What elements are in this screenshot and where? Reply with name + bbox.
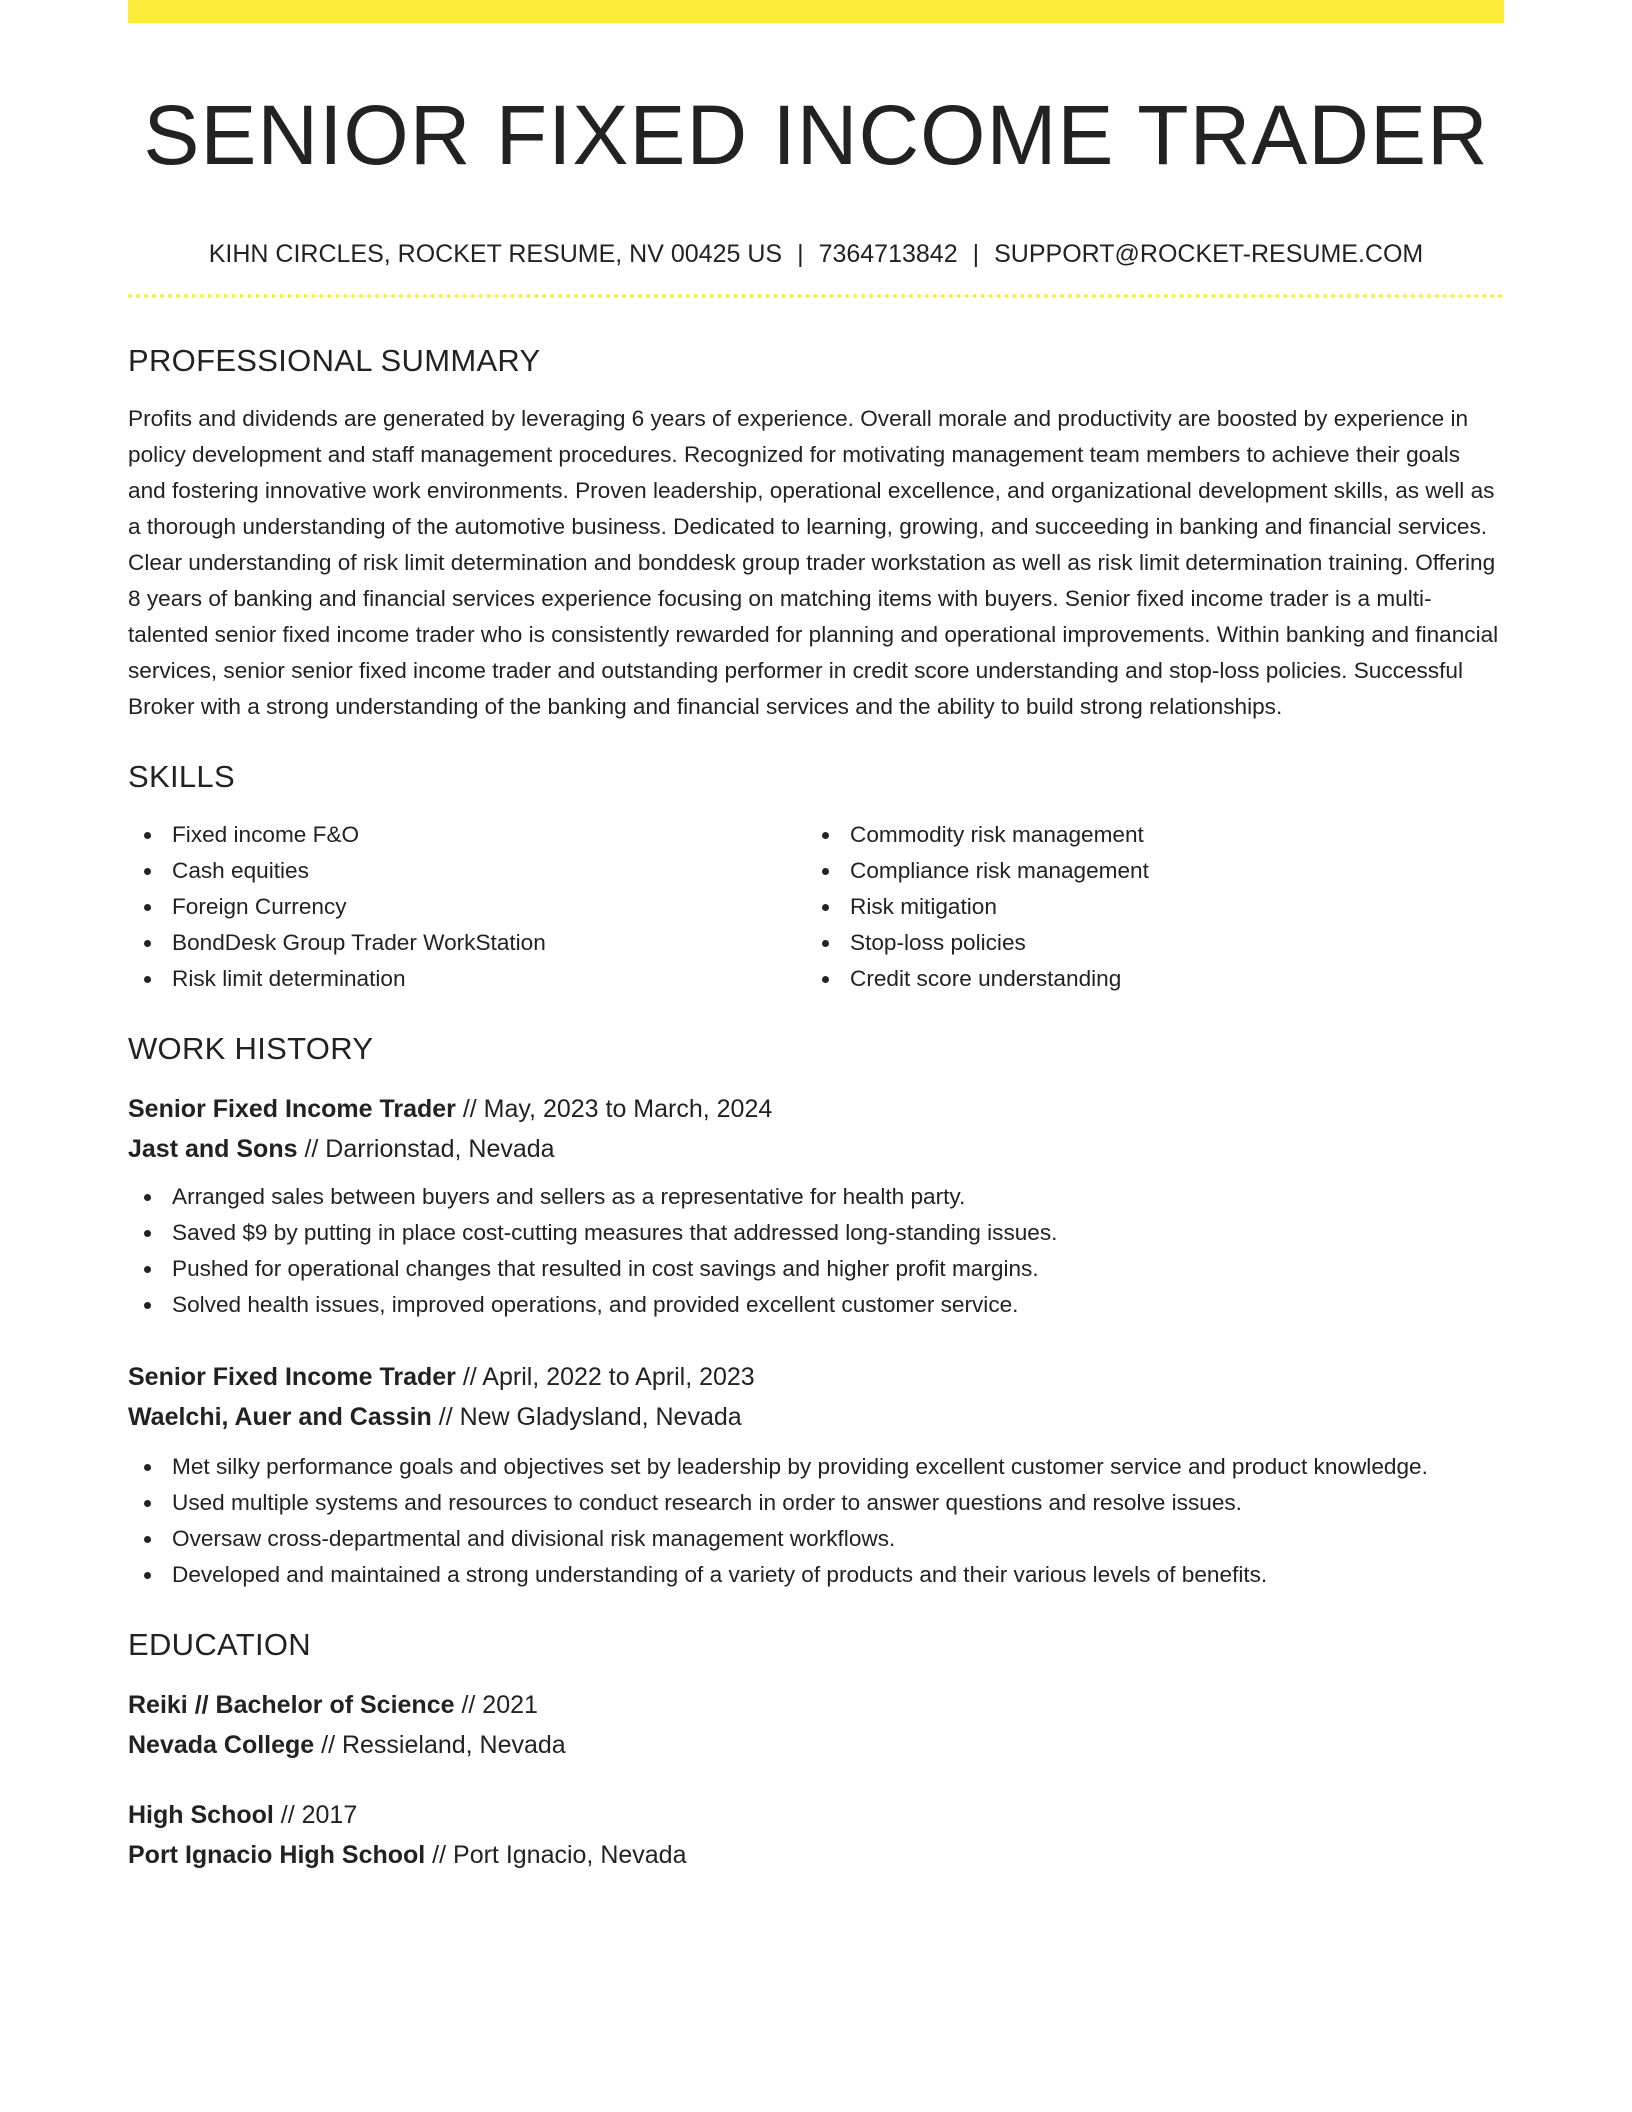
job-bullet: Developed and maintained a strong understanding of a variety of products and their various levels of benefits.	[128, 1557, 1504, 1593]
job-bullet: Arranged sales between buyers and sellers as a representative for health party.	[128, 1179, 1504, 1215]
skill-item: Compliance risk management	[806, 853, 1484, 889]
job-company-line	[128, 1397, 1504, 1437]
education-degree: High School	[128, 1801, 274, 1829]
job-dates: // April, 2022 to April, 2023	[455, 1363, 755, 1391]
education-year: // 2021	[454, 1691, 538, 1719]
job-entry	[128, 1089, 1504, 1323]
job-bullet: Met silky performance goals and objectives set by leadership by providing excellent customer service and product knowledge.	[128, 1449, 1504, 1485]
skill-item: Fixed income F&O	[128, 817, 806, 853]
education-degree: Reiki // Bachelor of Science	[128, 1691, 455, 1719]
summary-heading: PROFESSIONAL SUMMARY	[128, 343, 541, 378]
skills-right-column	[806, 817, 1484, 997]
job-company-line	[128, 1129, 1504, 1169]
contact-separator: |	[972, 240, 980, 268]
job-title-line	[128, 1357, 1504, 1397]
education-location: // Ressieland, Nevada	[314, 1731, 566, 1759]
job-location: // New Gladysland, Nevada	[431, 1403, 742, 1431]
contact-line	[128, 239, 1504, 269]
job-role: Senior Fixed Income Trader	[128, 1363, 456, 1391]
job-role: Senior Fixed Income Trader	[128, 1095, 456, 1123]
job-entry	[128, 1357, 1504, 1593]
job-company: Jast and Sons	[128, 1135, 298, 1163]
job-company: Waelchi, Auer and Cassin	[128, 1403, 432, 1431]
skill-item: Cash equities	[128, 853, 806, 889]
education-entry	[128, 1685, 1504, 1765]
job-bullets	[128, 1179, 1504, 1323]
skill-item: Stop-loss policies	[806, 925, 1484, 961]
education-degree-line	[128, 1795, 1504, 1835]
skill-item: Credit score understanding	[806, 961, 1484, 997]
education-entry	[128, 1795, 1504, 1875]
skill-item: Commodity risk management	[806, 817, 1484, 853]
contact-separator: |	[797, 240, 804, 268]
education-location: // Port Ignacio, Nevada	[425, 1841, 687, 1869]
education-school-line	[128, 1835, 1504, 1875]
education-degree-line	[128, 1685, 1504, 1725]
job-bullet: Used multiple systems and resources to conduct research in order to answer questions and resolve issues.	[128, 1485, 1504, 1521]
job-dates: // May, 2023 to March, 2024	[455, 1095, 773, 1123]
education-school: Port Ignacio High School	[128, 1841, 426, 1869]
work-history-heading: WORK HISTORY	[128, 1031, 374, 1066]
header-divider	[128, 294, 1504, 298]
skills-left-column	[128, 817, 806, 997]
job-bullet: Solved health issues, improved operations, and provided excellent customer service.	[128, 1287, 1504, 1323]
job-location: // Darrionstad, Nevada	[297, 1135, 555, 1163]
contact-email: SUPPORT@ROCKET-RESUME.COM	[994, 240, 1424, 268]
page-title: SENIOR FIXED INCOME TRADER	[143, 88, 1489, 182]
education-year: // 2017	[273, 1801, 358, 1829]
contact-address: KIHN CIRCLES, ROCKET RESUME, NV 00425 US	[208, 240, 783, 268]
education-school: Nevada College	[128, 1731, 315, 1759]
skills-grid	[128, 817, 1504, 997]
summary-text: Profits and dividends are generated by leveraging 6 years of experience. Overall morale and productivity are boosted by experience in policy development and staff management procedures. Recognized for motivating management team members to achieve their goals and fostering innovative work environments. Proven leadership, operational excellence, and organizational development skills, as well as a thorough understanding of the automotive business. Dedicated to learning, growing, and succeeding in banking and financial services. Clear understanding of risk limit determination and bonddesk group trader workstation as well as risk limit determination training. Offering 8 years of banking and financial services experience focusing on matching items with buyers. Senior fixed income trader is a multi-talented senior fixed income trader who is consistently rewarded for planning and operational improvements. Within banking and financial services, senior senior fixed income trader and outstanding performer in credit score understanding and stop-loss policies. Successful Broker with a strong understanding of the banking and financial services and the ability to build strong relationships.	[128, 406, 1499, 719]
top-accent-bar	[128, 0, 1504, 23]
job-bullet: Pushed for operational changes that resulted in cost savings and higher profit margins.	[128, 1251, 1504, 1287]
contact-phone: 7364713842	[818, 240, 958, 268]
job-bullet: Saved $9 by putting in place cost-cutting measures that addressed long-standing issues.	[128, 1215, 1504, 1251]
job-bullet: Oversaw cross-departmental and divisional risk management workflows.	[128, 1521, 1504, 1557]
education-heading: EDUCATION	[128, 1627, 311, 1662]
skill-item: Risk limit determination	[128, 961, 806, 997]
job-title-line	[128, 1089, 1504, 1129]
skills-heading: SKILLS	[128, 759, 235, 794]
job-bullets	[128, 1449, 1504, 1593]
education-school-line	[128, 1725, 1504, 1765]
resume-page	[128, 0, 1504, 1875]
skill-item: BondDesk Group Trader WorkStation	[128, 925, 806, 961]
skill-item: Risk mitigation	[806, 889, 1484, 925]
skill-item: Foreign Currency	[128, 889, 806, 925]
